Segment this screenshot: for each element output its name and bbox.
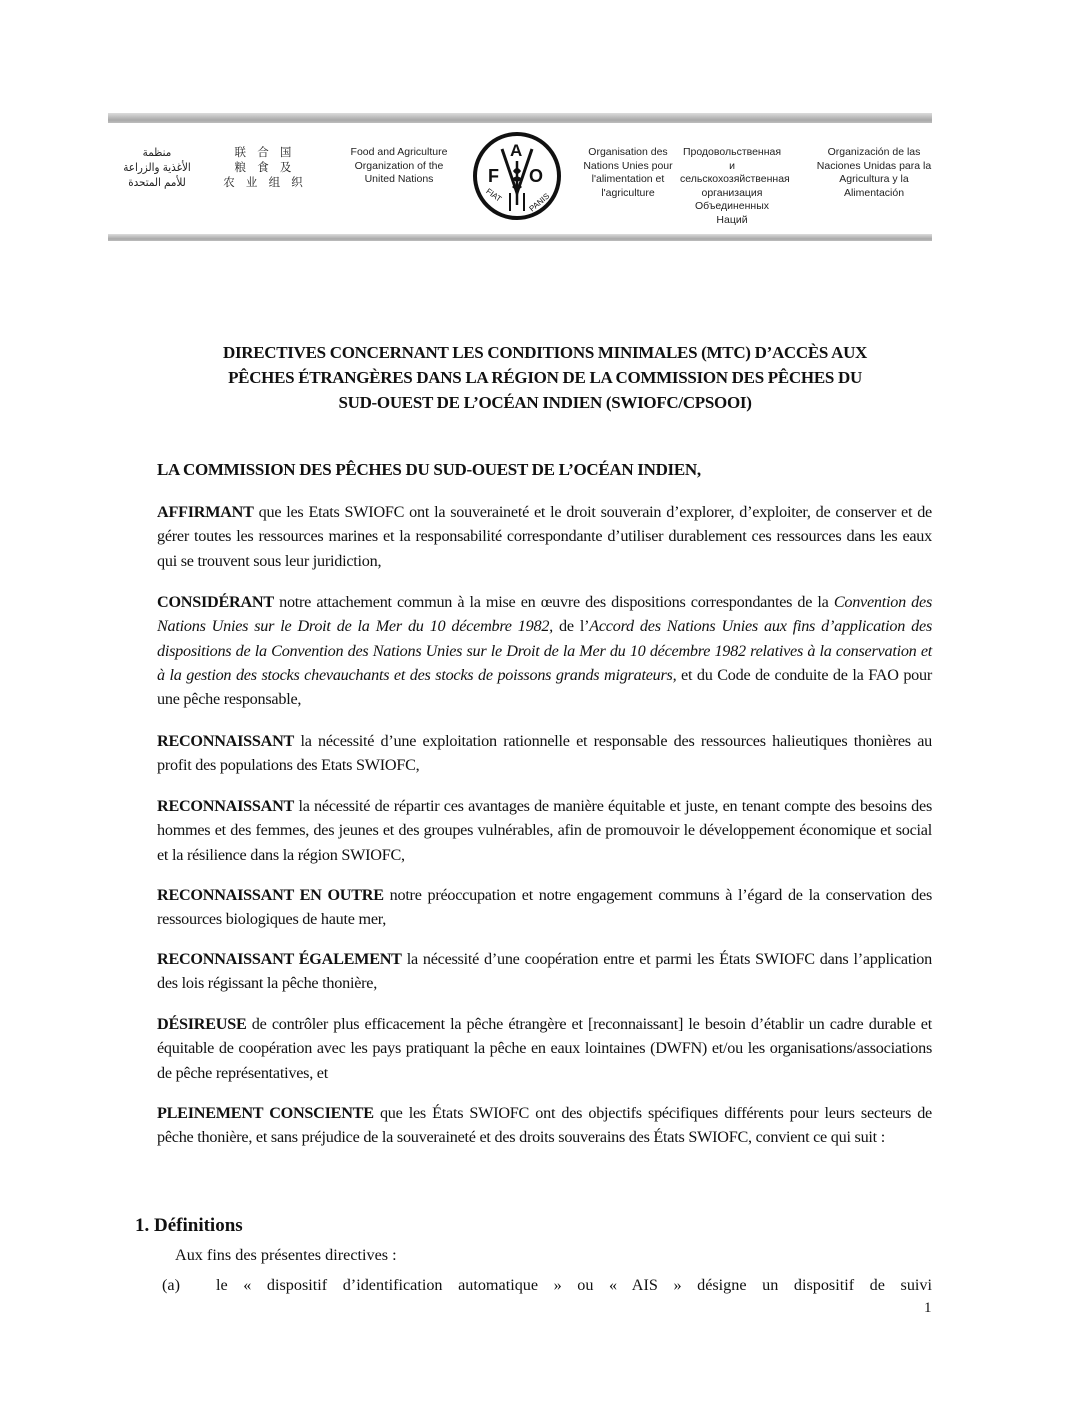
paragraph-text: de contrôler plus efficacement la pêche étrangère et [reconnaissant] le besoin d’établir un cadre durable et équitable de coopération avec les pays pratiquant la pêche en eaux lointaines (DWFN) et/ou les organisations/associations de pêche représentatives, et bbox=[157, 1015, 932, 1082]
definition-text: le « dispositif d’identification automatique » ou « AIS » désigne un dispositif de suivi bbox=[216, 1276, 932, 1294]
letterhead-arabic bbox=[112, 146, 202, 191]
letterhead-line: Объединенных Наций bbox=[694, 200, 770, 226]
title-line: DIRECTIVES CONCERNANT LES CONDITIONS MINIMALES (MTC) D’ACCÈS AUX bbox=[222, 343, 868, 362]
letterhead-line: Organization of the bbox=[354, 159, 444, 172]
letterhead-line: Organización de las bbox=[827, 146, 921, 158]
paragraph-lead: RECONNAISSANT bbox=[157, 732, 295, 750]
paragraph-lead: RECONNAISSANT ÉGALEMENT bbox=[157, 950, 402, 968]
section-intro: Aux fins des présentes directives : bbox=[175, 1246, 397, 1264]
definition-label: (a) bbox=[162, 1276, 180, 1294]
paragraph-reconnaissant-en-outre bbox=[157, 883, 932, 932]
paragraph-text: notre préoccupation et notre engagement communs à l’égard de la conservation des ressources biologiques de haute mer, bbox=[157, 886, 932, 929]
paragraph-text: et du Code de conduite de la FAO pour une pêche responsable, bbox=[157, 665, 932, 709]
paragraph-reconnaissant-1 bbox=[157, 729, 932, 778]
paragraph-text: la nécessité de répartir ces avantages de manière équitable et juste, en tenant compte des besoins des hommes et des femmes, des jeunes et des groupes vulnérables, afin de promouvoir le développement économique et social et la résilience dans la région SWIOFC, bbox=[157, 797, 932, 864]
paragraph-lead: AFFIRMANT bbox=[157, 503, 254, 521]
letterhead-line: l'alimentation et bbox=[591, 173, 665, 185]
paragraph-lead: CONSIDÉRANT bbox=[157, 593, 274, 611]
svg-text:F: F bbox=[488, 166, 499, 186]
paragraph-text: notre attachement commun à la mise en œuvre des dispositions correspondantes de la bbox=[273, 593, 834, 611]
letterhead-line: сельскохозяйственная bbox=[680, 173, 790, 185]
svg-text:O: O bbox=[529, 166, 544, 186]
letterhead-line: منظمة bbox=[142, 147, 172, 159]
definition-item bbox=[162, 1276, 932, 1295]
letterhead-line: الأغذية والزراعة bbox=[123, 162, 191, 174]
paragraph-pleinement-consciente bbox=[157, 1101, 932, 1150]
paragraph-lead: RECONNAISSANT EN OUTRE bbox=[157, 886, 384, 904]
letterhead-spanish bbox=[816, 146, 932, 200]
paragraph-lead: DÉSIREUSE bbox=[157, 1015, 247, 1033]
letterhead-line: 粮 食 及 bbox=[234, 162, 296, 174]
title-line: PÊCHES ÉTRANGÈRES DANS LA RÉGION DE LA COMMISSION DES PÊCHES DU bbox=[228, 368, 862, 387]
letterhead-chinese bbox=[220, 146, 310, 191]
paragraph-affirmant bbox=[157, 500, 932, 573]
commission-heading: LA COMMISSION DES PÊCHES DU SUD-OUEST DE L’OCÉAN INDIEN, bbox=[157, 460, 701, 479]
letterhead-line: Organisation des bbox=[588, 146, 668, 158]
document-title bbox=[150, 340, 940, 415]
paragraph-text: de l’ bbox=[552, 617, 590, 636]
fao-logo-icon bbox=[472, 131, 562, 221]
letterhead-line: Alimentación bbox=[843, 186, 905, 199]
letterhead-line: Nations Unies pour bbox=[583, 159, 673, 172]
letterhead-russian bbox=[680, 146, 790, 227]
letterhead-top-bar bbox=[108, 113, 932, 123]
svg-text:FIAT: FIAT bbox=[484, 186, 504, 204]
paragraph-considerant bbox=[157, 590, 932, 711]
agreement-citation: Accord des Nations Unies aux fins d’application des dispositions de la Convention des Nations Unies sur le Droit de la Mer du 10 décembre 1982 relatives à la conservation et à la gestion des stocks chevauchants et des stocks de poissons grands migrateurs, bbox=[157, 617, 932, 684]
letterhead-bottom-bar bbox=[108, 234, 932, 241]
letterhead-line: للأمم المتحدة bbox=[128, 177, 186, 189]
letterhead-line: Naciones Unidas para la bbox=[816, 159, 932, 172]
letterhead-line: 联 合 国 bbox=[234, 147, 296, 159]
svg-text:PANIS: PANIS bbox=[527, 191, 552, 214]
letterhead-line: United Nations bbox=[364, 173, 434, 185]
paragraph-text: que les Etats SWIOFC ont la souveraineté et le droit souverain d’explorer, d’exploiter, de conserver et de gérer toutes les ressources marines et la responsabilité correspondante d’utiliser durablement ces ressources dans les eaux qui se trouvent sous leur juridiction, bbox=[157, 503, 932, 570]
paragraph-reconnaissant-2 bbox=[157, 794, 932, 867]
letterhead-line: Agricultura y la bbox=[839, 173, 909, 185]
letterhead-english bbox=[344, 146, 454, 187]
paragraph-text: la nécessité d’une coopération entre et parmi les États SWIOFC dans l’application des lois régissant la pêche thonière, bbox=[157, 950, 932, 993]
paragraph-desireuse bbox=[157, 1012, 932, 1085]
svg-text:A: A bbox=[510, 141, 523, 160]
title-line: SUD-OUEST DE L’OCÉAN INDIEN (SWIOFC/CPSOOI) bbox=[338, 393, 752, 412]
paragraph-lead: PLEINEMENT CONSCIENTE bbox=[157, 1104, 374, 1122]
letterhead-line: 农 业 组 织 bbox=[223, 177, 307, 189]
letterhead-line: Food and Agriculture bbox=[350, 146, 448, 158]
letterhead-line: l'agriculture bbox=[601, 186, 655, 199]
letterhead-french bbox=[582, 146, 674, 200]
paragraph-reconnaissant-egalement bbox=[157, 947, 932, 996]
paragraph-lead: RECONNAISSANT bbox=[157, 797, 295, 815]
letterhead-line: Продовольственная и bbox=[682, 146, 782, 172]
letterhead-line: организация bbox=[701, 186, 763, 199]
paragraph-text: la nécessité d’une exploitation rationnelle et responsable des ressources halieutiques thonières au profit des populations des Etats SWIOFC, bbox=[157, 732, 932, 775]
section-heading: 1. Définitions bbox=[135, 1215, 243, 1236]
convention-citation: Convention des Nations Unies sur le Droit de la Mer du 10 décembre 1982, bbox=[157, 593, 932, 636]
paragraph-text: que les États SWIOFC ont des objectifs spécifiques différents pour leurs secteurs de pêche thonière, et sans préjudice de la souveraineté et des droits souverains des États SWIOFC, convient ce qui suit : bbox=[157, 1104, 932, 1147]
page-number: 1 bbox=[924, 1300, 932, 1316]
